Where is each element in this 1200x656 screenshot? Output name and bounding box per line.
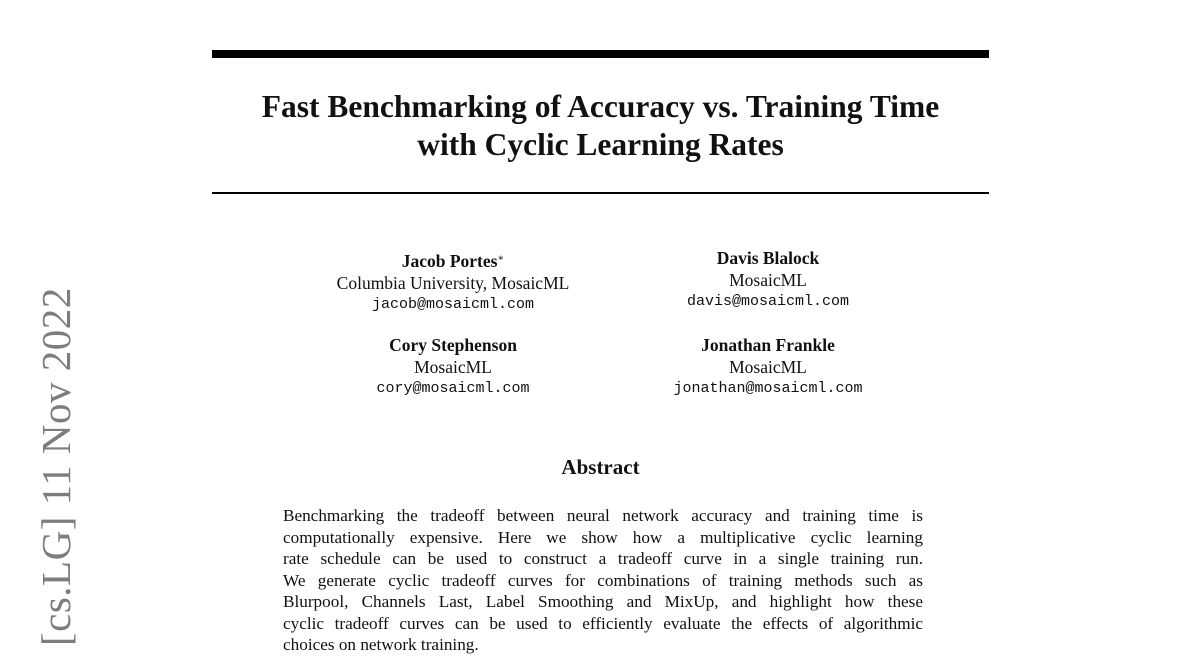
abstract-line: Blurpool, Channels Last, Label Smoothing and MixUp, and highlight how these (283, 592, 923, 611)
abstract-line: computationally expensive. Here we show how a multiplicative cyclic learning (283, 527, 923, 547)
author-name: Jonathan Frankle (701, 335, 835, 355)
title-bottom-rule (212, 192, 989, 194)
author-name: Jacob Portes∗ (401, 251, 505, 271)
paper-title (212, 88, 989, 164)
author-email[interactable]: davis@mosaicml.com (686, 293, 850, 310)
title-top-rule (212, 50, 989, 58)
abstract-heading: Abstract (561, 455, 640, 479)
author-block (608, 335, 928, 400)
paper-title-line-2: with Cyclic Learning Rates (417, 127, 784, 162)
abstract-line: choices on network training. (283, 635, 479, 654)
author-email[interactable]: jacob@mosaicml.com (371, 296, 535, 313)
abstract-line: cyclic tradeoff curves can be used to efficiently evaluate the effects of algorithmic (283, 613, 923, 633)
abstract-body (283, 505, 923, 656)
arxiv-stamp-text: [cs.LG] 11 Nov 2022 (33, 287, 79, 646)
abstract-line: Benchmarking the tradeoff between neural network accuracy and training time is (283, 506, 923, 525)
author-affiliation: Columbia University, MosaicML (336, 272, 570, 293)
abstract-line: rate schedule can be used to construct a tradeoff curve in a single training run. (283, 549, 923, 568)
author-email[interactable]: jonathan@mosaicml.com (673, 380, 863, 397)
author-name: Cory Stephenson (389, 335, 517, 355)
footnote-mark: ∗ (497, 253, 505, 264)
abstract-line: We generate cyclic tradeoff curves for combinations of training methods such as (283, 570, 923, 590)
author-block (293, 248, 613, 316)
author-block (293, 335, 613, 400)
author-block (608, 248, 928, 313)
arxiv-identifier-stamp (24, 287, 79, 648)
author-affiliation: MosaicML (729, 269, 807, 290)
paper-title-line-1: Fast Benchmarking of Accuracy vs. Training Time (261, 89, 940, 124)
author-affiliation: MosaicML (414, 356, 492, 377)
author-name: Davis Blalock (716, 248, 820, 268)
author-email[interactable]: cory@mosaicml.com (376, 380, 530, 397)
author-affiliation: MosaicML (729, 356, 807, 377)
